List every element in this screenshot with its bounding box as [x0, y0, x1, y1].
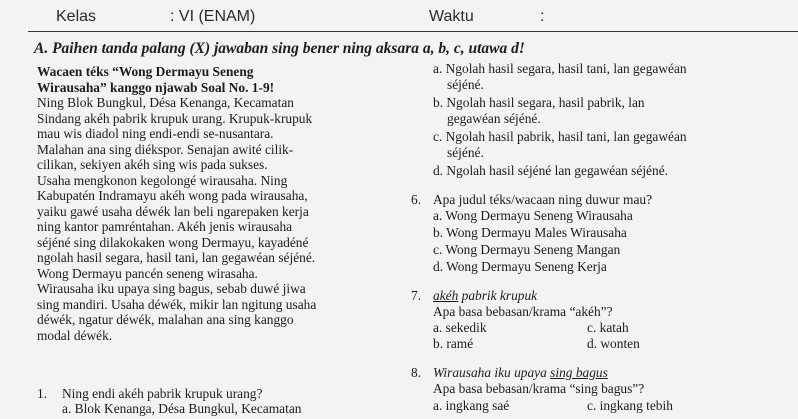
reading-line: ngolah hasil segara, hasil tani, lan gegawéan séjéné. — [37, 250, 316, 265]
q6-option-d: d. Wong Dermayu Seneng Kerja — [433, 259, 607, 274]
q7-phrase-rest: pabrik krupuk — [458, 288, 538, 303]
q6-option-c: c. Wong Dermayu Seneng Mangan — [433, 242, 621, 257]
q6-question: Apa judul téks/wacaan ning duwur mau? — [433, 192, 653, 207]
reading-title-line: Wacaen téks “Wong Dermayu Seneng — [37, 64, 254, 79]
q5-option-d: d. Ngolah hasil séjéné lan gegawéan séjéné. — [433, 163, 668, 178]
q8-option-a: a. ingkang saé — [433, 398, 510, 413]
reading-line: sing mandiri. Usaha déwék, mikir lan ngitung usaha — [37, 296, 317, 312]
reading-line: Usaha mengkonon kegolongé wirausaha. Ning — [37, 172, 288, 188]
q7-option-c: c. katah — [587, 320, 629, 335]
q6-option-b: b. Wong Dermayu Males Wirausaha — [433, 225, 627, 240]
q1-option-a: a. Blok Kenanga, Désa Bungkul, Kecamatan — [62, 401, 302, 416]
q7-number: 7. — [411, 288, 422, 303]
q5-option-c-cont: séjéné. — [447, 145, 484, 160]
reading-line: mau wis diadol ning endi-endi se-nusantara. — [37, 126, 274, 141]
q1-number: 1. — [37, 386, 48, 401]
q7-option-b: b. ramé — [433, 336, 474, 351]
q8-keyword: sing bagus — [550, 365, 608, 380]
reading-line: Malahan ana sing diékspor. Senajan awité cilik- — [37, 141, 294, 157]
reading-line: Ning Blok Bungkul, Désa Kenanga, Kecamatan — [37, 95, 294, 110]
reading-line: séjéné sing dilakokaken wong Dermayu, kayadéné — [37, 234, 309, 250]
reading-line: Sindang akéh pabrik krupuk urang. Krupuk-krupuk — [37, 110, 313, 126]
q8-phrase-lead: Wirausaha iku upaya — [433, 365, 551, 380]
reading-line: Kabupatén Indramayu akéh wong pada wirausaha, — [37, 188, 308, 203]
q8-question: Apa basa bebasan/krama “sing bagus”? — [433, 381, 645, 396]
reading-line: cilikan, sekiyen akéh sing wis pada sukses. — [37, 157, 268, 172]
reading-line: Wirausaha iku upaya sing bagus, sebab duwé jiwa — [37, 281, 306, 296]
q7-option-a: a. sekedik — [433, 320, 487, 335]
q1-question: Ning endi akéh pabrik krupuk urang? — [62, 386, 263, 401]
reading-line: yaiku gawé usaha déwék lan beli ngarepaken kerja — [37, 203, 309, 219]
kelas-value: : VI (ENAM) — [170, 8, 256, 25]
q8-option-c: c. ingkang tebih — [587, 398, 673, 413]
reading-line: Wong Dermayu pancén seneng wirasaha. — [37, 265, 258, 281]
q5-option-a-cont: séjéné. — [447, 77, 484, 92]
q7-keyword: akéh — [433, 288, 459, 303]
q7-phrase — [433, 288, 537, 304]
q6-option-a: a. Wong Dermayu Seneng Wirausaha — [433, 208, 633, 223]
reading-line: ning kantor pamréntahan. Akéh jenis wirausaha — [37, 219, 293, 234]
q7-question: Apa basa bebasan/krama “akéh”? — [433, 304, 613, 319]
waktu-label: Waktu — [429, 8, 474, 25]
q7-option-d: d. wonten — [587, 336, 640, 351]
section-a-title: A. Paihen tanda palang (X) jawaban sing bener ning aksara a, b, c, utawa d! — [34, 40, 525, 57]
reading-line: modal déwék. — [37, 327, 113, 343]
q5-option-c: c. Ngolah hasil pabrik, hasil tani, lan gegawéan — [433, 129, 687, 144]
q8-number: 8. — [411, 365, 422, 380]
q5-option-a: a. Ngolah hasil segara, hasil tani, lan gegawéan — [433, 61, 687, 76]
header-rule — [28, 31, 798, 32]
q8-phrase — [433, 365, 608, 381]
reading-title-line: Wirausaha” kanggo njawab Soal No. 1-9! — [37, 79, 275, 95]
q5-option-b: b. Ngolah hasil segara, hasil pabrik, lan — [433, 95, 645, 110]
q5-option-b-cont: gegawéan séjéné. — [447, 111, 541, 126]
kelas-label: Kelas — [56, 8, 97, 25]
reading-line: déwék, ngatur déwék, malahan ana sing kanggo — [37, 312, 294, 327]
waktu-colon: : — [540, 8, 545, 25]
q6-number: 6. — [411, 192, 422, 207]
reading-passage — [37, 64, 387, 343]
